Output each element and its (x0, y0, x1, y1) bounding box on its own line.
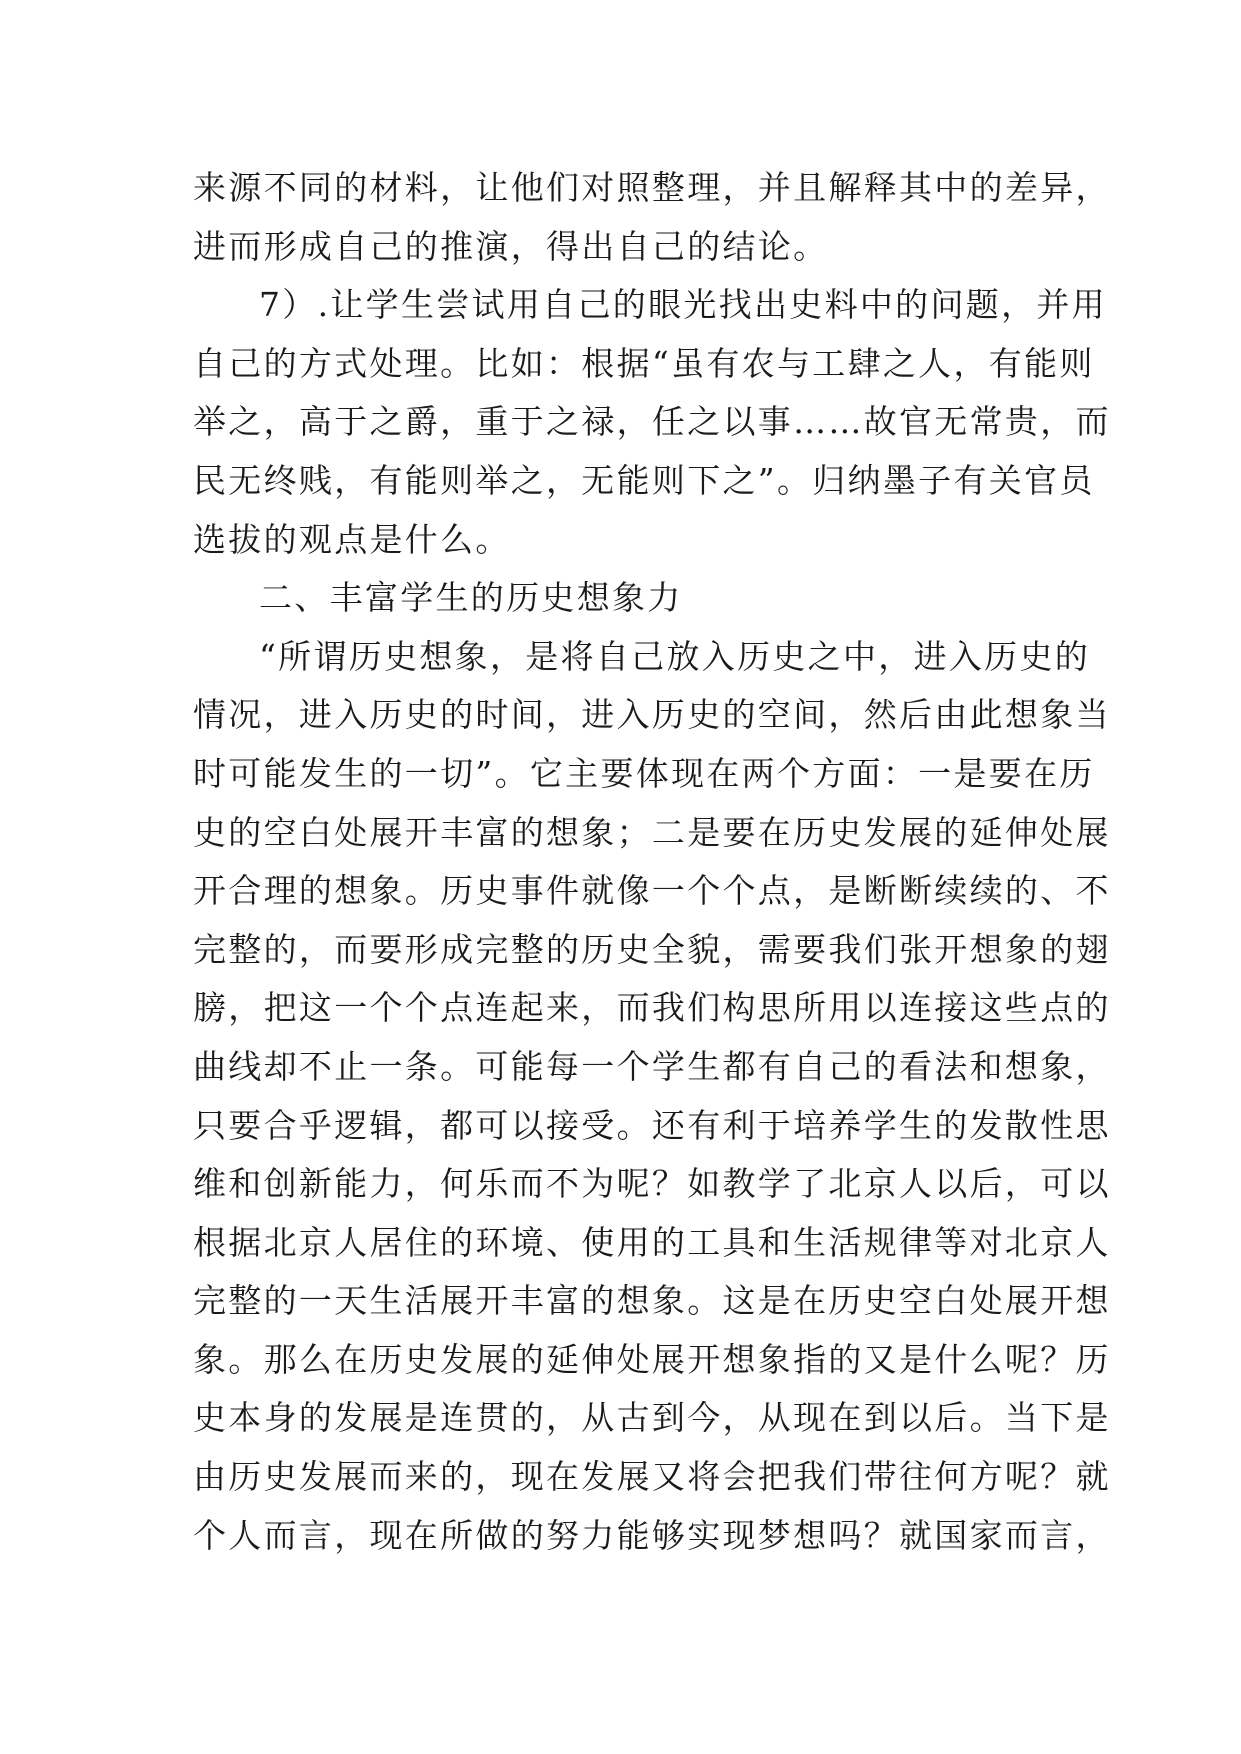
text-line: 膀，把这一个个点连起来，而我们构思所用以连接这些点的 (193, 988, 1111, 1028)
text-line: 由历史发展而来的，现在发展又将会把我们带往何方呢？就 (193, 1457, 1111, 1497)
text-line: 史的空白处展开丰富的想象；二是要在历史发展的延伸处展 (193, 812, 1111, 852)
text-line: 民无终贱，有能则举之，无能则下之”。归纳墨子有关官员 (193, 460, 1095, 500)
text-line: “所谓历史想象，是将自己放入历史之中，进入历史的 (259, 636, 1091, 676)
text-line: 情况，进入历史的时间，进入历史的空间，然后由此想象当 (193, 695, 1111, 735)
text-line: 维和创新能力，何乐而不为呢？如教学了北京人以后，可以 (193, 1164, 1111, 1204)
text-line: 根据北京人居住的环境、使用的工具和生活规律等对北京人 (193, 1222, 1111, 1262)
text-line: 选拔的观点是什么。 (193, 519, 511, 559)
text-line: 来源不同的材料，让他们对照整理，并且解释其中的差异， (193, 168, 1111, 207)
text-line: 完整的一天生活展开丰富的想象。这是在历史空白处展开想 (193, 1281, 1111, 1321)
body-text (193, 159, 1111, 1565)
text-line: 7）.让学生尝试用自己的眼光找出史料中的问题，并用 (259, 285, 1107, 325)
text-line: 史本身的发展是连贯的，从古到今，从现在到以后。当下是 (193, 1398, 1111, 1438)
text-line: 进而形成自己的推演，得出自己的结论。 (193, 226, 829, 266)
text-line: 只要合乎逻辑，都可以接受。还有利于培养学生的发散性思 (193, 1105, 1111, 1145)
text-line: 时可能发生的一切”。它主要体现在两个方面：一是要在历 (193, 753, 1095, 793)
text-line: 象。那么在历史发展的延伸处展开想象指的又是什么呢？历 (193, 1339, 1111, 1379)
text-line: 曲线却不止一条。可能每一个学生都有自己的看法和想象， (193, 1046, 1111, 1086)
text-line: 完整的，而要形成完整的历史全貌，需要我们张开想象的翅 (193, 929, 1111, 969)
text-line: 个人而言，现在所做的努力能够实现梦想吗？就国家而言， (193, 1515, 1111, 1555)
text-line: 举之，高于之爵，重于之禄，任之以事……故官无常贵，而 (193, 402, 1111, 442)
text-line: 自己的方式处理。比如：根据“虽有农与工肆之人，有能则 (193, 343, 1095, 383)
text-line: 二、丰富学生的历史想象力 (259, 578, 683, 618)
text-line: 开合理的想象。历史事件就像一个个点，是断断续续的、不 (193, 871, 1111, 911)
